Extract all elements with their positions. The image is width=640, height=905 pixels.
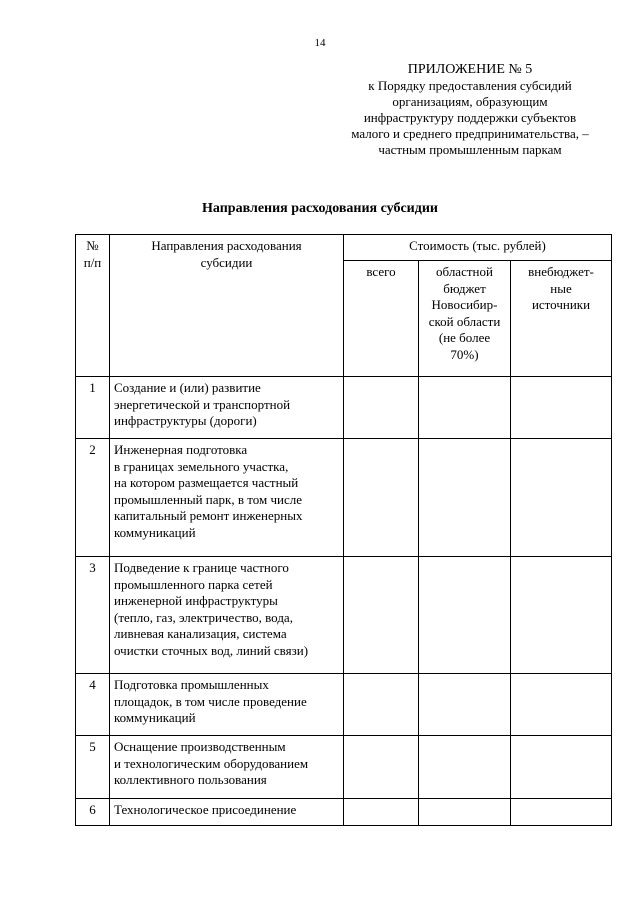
cell-total <box>344 674 419 736</box>
row-number: 3 <box>76 557 110 674</box>
cell-regional <box>419 674 511 736</box>
document-title: Направления расходования субсидии <box>202 201 438 216</box>
row-direction: Подведение к границе частного промышленного парка сетей инженерной инфраструктуры (тепло, газ, электричество, вода, ливневая канализация, система очистки сточных вод, линий связи) <box>110 557 344 674</box>
cell-extra <box>511 439 612 557</box>
header-direction: Направления расходования субсидии <box>110 235 344 377</box>
appendix-line: малого и среднего предпринимательства, – <box>351 126 589 141</box>
page-number: 14 <box>314 37 326 49</box>
row-direction: Оснащение производственным и технологическим оборудованием коллективного пользования <box>110 736 344 799</box>
header-regional: областной бюджет Новосибир- ской области (не более 70%) <box>419 261 511 377</box>
appendix-line: частным промышленным паркам <box>378 142 562 157</box>
header-row <box>76 235 612 261</box>
row-direction: Инженерная подготовка в границах земельного участка, на котором размещается частный промышленный парк, в том числе капитальный ремонт инженерных коммуникаций <box>110 439 344 557</box>
cell-regional <box>419 439 511 557</box>
cell-extra <box>511 736 612 799</box>
appendix-line: к Порядку предоставления субсидий <box>368 78 572 93</box>
appendix-line: организациям, образующим <box>392 94 548 109</box>
table-row <box>76 799 612 826</box>
cell-total <box>344 439 419 557</box>
cell-total <box>344 799 419 826</box>
row-number: 2 <box>76 439 110 557</box>
appendix-block <box>325 62 615 158</box>
cell-regional <box>419 557 511 674</box>
cell-total <box>344 736 419 799</box>
cell-total <box>344 377 419 439</box>
cell-extra <box>511 557 612 674</box>
row-direction: Создание и (или) развитие энергетической и транспортной инфраструктуры (дороги) <box>110 377 344 439</box>
table-row <box>76 439 612 557</box>
cell-total <box>344 557 419 674</box>
row-number: 1 <box>76 377 110 439</box>
row-direction: Подготовка промышленных площадок, в том числе проведение коммуникаций <box>110 674 344 736</box>
header-total: всего <box>344 261 419 377</box>
row-number: 5 <box>76 736 110 799</box>
cell-extra <box>511 674 612 736</box>
table-row <box>76 377 612 439</box>
cell-regional <box>419 377 511 439</box>
table-row <box>76 736 612 799</box>
appendix-line: инфраструктуру поддержки субъектов <box>363 110 577 125</box>
cell-regional <box>419 736 511 799</box>
row-number: 6 <box>76 799 110 826</box>
subsidy-table <box>75 234 612 826</box>
cell-regional <box>419 799 511 826</box>
header-cost: Стоимость (тыс. рублей) <box>344 235 612 261</box>
cell-extra <box>511 799 612 826</box>
row-number: 4 <box>76 674 110 736</box>
appendix-heading: ПРИЛОЖЕНИЕ № 5 <box>407 62 533 77</box>
header-extra: внебюджет- ные источники <box>511 261 612 377</box>
table-row <box>76 557 612 674</box>
table-row <box>76 674 612 736</box>
header-num: № п/п <box>76 235 110 377</box>
row-direction: Технологическое присоединение <box>110 799 344 826</box>
cell-extra <box>511 377 612 439</box>
